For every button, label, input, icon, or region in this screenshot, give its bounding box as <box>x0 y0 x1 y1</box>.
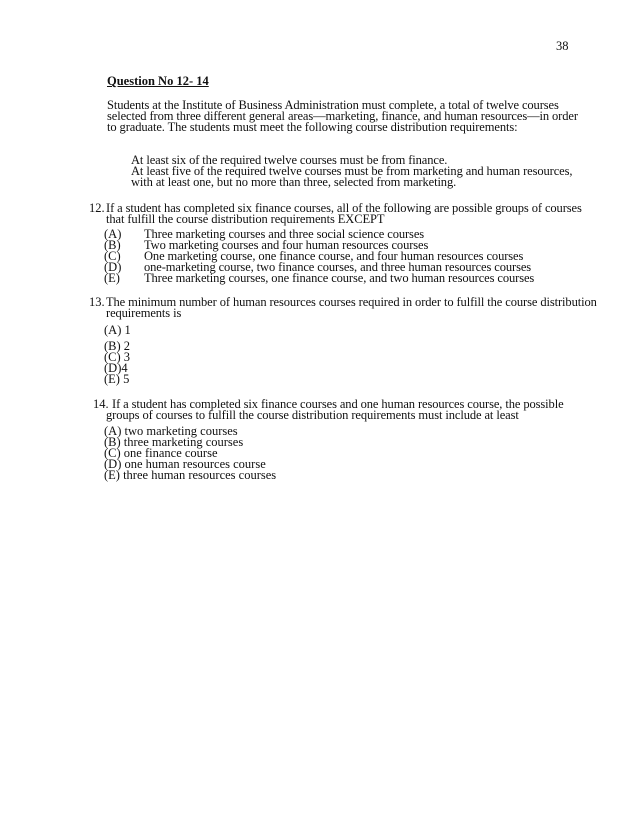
option-letter: (D) <box>104 260 122 274</box>
option-text: (E) 5 <box>104 372 130 386</box>
intro-line: selected from three different general areas—marketing, finance, and human resources—in order <box>107 109 578 123</box>
option-letter: (C) <box>104 249 121 263</box>
option-text: (E) three human resources courses <box>104 468 277 482</box>
option-text: One marketing course, one finance course, and four human resources courses <box>144 249 524 263</box>
question-text-line: The minimum number of human resources courses required in order to fulfill the course distribution <box>106 295 597 309</box>
option-text: (D) one human resources course <box>104 457 266 471</box>
intro-line: Students at the Institute of Business Administration must complete, a total of twelve courses <box>107 98 559 112</box>
option-letter: (A) <box>104 227 122 241</box>
option-text: (A) two marketing courses <box>104 424 238 438</box>
question-text-line: If a student has completed six finance courses, all of the following are possible groups of courses <box>106 201 582 215</box>
requirement-line: At least six of the required twelve courses must be from finance. <box>131 153 448 167</box>
option-text: (C) 3 <box>104 350 131 364</box>
question-number: 12. <box>89 201 105 215</box>
intro-line: to graduate. The students must meet the following course distribution requirements: <box>107 120 518 134</box>
section-heading: Question No 12- 14 <box>107 74 209 88</box>
question-text-line: that fulfill the course distribution requirements EXCEPT <box>106 212 385 226</box>
question-number: 14. <box>93 397 109 411</box>
option-text: Three marketing courses and three social science courses <box>144 227 425 241</box>
question-text-line: groups of courses to fulfill the course distribution requirements must include at least <box>106 408 519 422</box>
option-letter: (B) <box>104 238 121 252</box>
option-text: (A) 1 <box>104 323 131 337</box>
option-text: one-marketing course, two finance courses, and three human resources courses <box>144 260 532 274</box>
option-text: Three marketing courses, one finance course, and two human resources courses <box>144 271 535 285</box>
requirement-line: At least five of the required twelve courses must be from marketing and human resources, <box>131 164 573 178</box>
question-text-line: If a student has completed six finance courses and one human resources course, the possible <box>112 397 564 411</box>
requirement-line: with at least one, but no more than three, selected from marketing. <box>131 175 457 189</box>
option-text: Two marketing courses and four human resources courses <box>144 238 429 252</box>
option-text: (D)4 <box>104 361 128 375</box>
option-text: (B) 2 <box>104 339 131 353</box>
option-text: (B) three marketing courses <box>104 435 244 449</box>
option-text: (C) one finance course <box>104 446 218 460</box>
question-number: 13. <box>89 295 105 309</box>
question-text-line: requirements is <box>106 306 182 320</box>
option-letter: (E) <box>104 271 120 285</box>
page-number: 38 <box>556 39 569 53</box>
